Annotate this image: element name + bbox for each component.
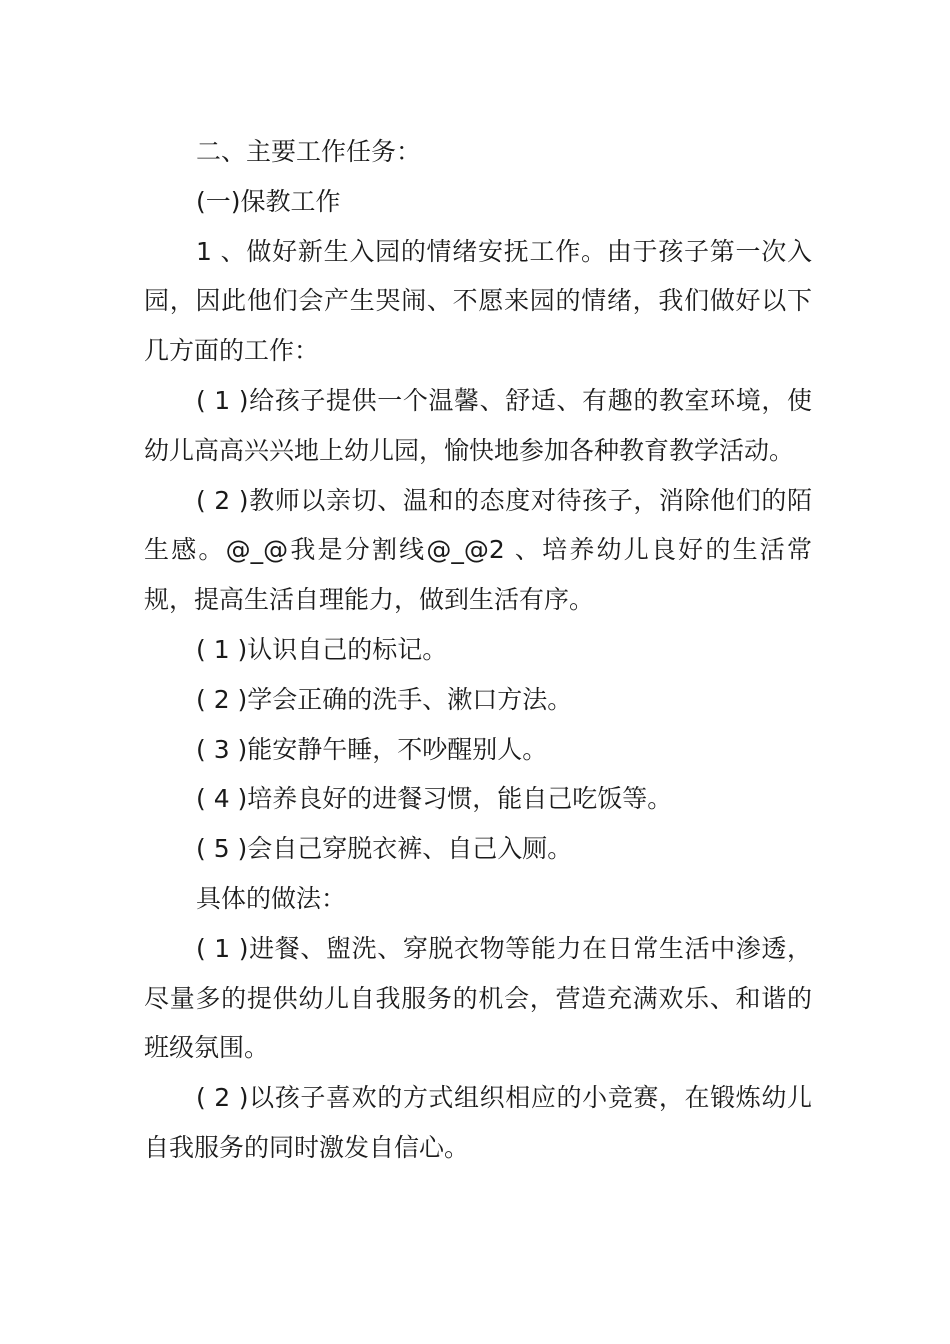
paragraph-heading-methods: 具体的做法： bbox=[196, 883, 347, 913]
paragraph-subitem-2-5: ( 5 )会自己穿脱衣裤、自己入厕。 bbox=[196, 834, 573, 864]
paragraph-item-1: 1 、做好新生入园的情绪安抚工作。由于孩子第一次入园，因此他们会产生哭闹、不愿来园的情绪，我们做好以下几方面的工作： bbox=[144, 236, 812, 366]
section-heading-main-tasks: 二、主要工作任务： bbox=[196, 137, 422, 166]
paragraph-subitem-2-2: ( 2 )学会正确的洗手、漱口方法。 bbox=[196, 684, 573, 714]
document-body bbox=[144, 127, 812, 1173]
paragraph-method-1: ( 1 )进餐、盥洗、穿脱衣物等能力在日常生活中渗透，尽量多的提供幼儿自我服务的机会，营造充满欢乐、和谐的班级氛围。 bbox=[144, 933, 812, 1063]
paragraph-method-2: ( 2 )以孩子喜欢的方式组织相应的小竞赛，在锻炼幼儿自我服务的同时激发自信心。 bbox=[144, 1083, 812, 1162]
paragraph-subitem-2-4: ( 4 )培养良好的进餐习惯，能自己吃饭等。 bbox=[196, 784, 673, 814]
paragraph-subitem-1-2: ( 2 )教师以亲切、温和的态度对待孩子，消除他们的陌生感。@_@我是分割线@_@2 、培养幼儿良好的生活常规，提高生活自理能力，做到生活有序。 bbox=[144, 485, 812, 615]
paragraph-subitem-2-1: ( 1 )认识自己的标记。 bbox=[196, 634, 448, 664]
paragraph-subitem-2-3: ( 3 )能安静午睡，不吵醒别人。 bbox=[196, 734, 548, 764]
paragraph-subitem-1-1: ( 1 )给孩子提供一个温馨、舒适、有趣的教室环境，使幼儿高高兴兴地上幼儿园，愉快地参加各种教育教学活动。 bbox=[144, 385, 812, 465]
subsection-heading-care-education: (一)保教工作 bbox=[196, 186, 341, 216]
